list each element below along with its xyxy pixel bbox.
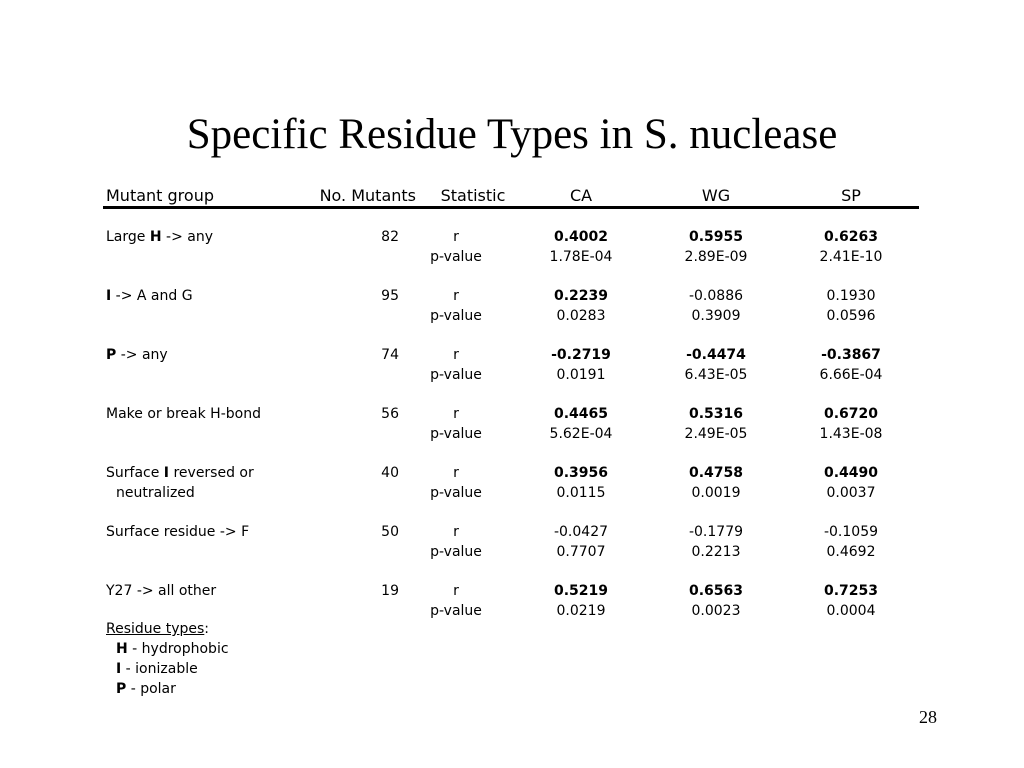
statistic-cell: p-value bbox=[430, 367, 482, 383]
statistic-cell: r bbox=[453, 406, 459, 422]
sp-pvalue-cell: 1.43E-08 bbox=[819, 426, 883, 442]
statistic-cell: r bbox=[453, 347, 459, 363]
statistic-cell: r bbox=[453, 524, 459, 540]
sp-r-cell: 0.1930 bbox=[826, 288, 876, 304]
mutant-group-text: I bbox=[163, 465, 170, 481]
header-no-mutants: No. Mutants bbox=[319, 186, 416, 205]
header-ca: CA bbox=[569, 186, 593, 205]
ca-pvalue-cell: 5.62E-04 bbox=[549, 426, 613, 442]
wg-r-cell: -0.0886 bbox=[688, 288, 744, 304]
no-mutants-cell: 19 bbox=[381, 583, 399, 599]
statistic-cell: p-value bbox=[430, 249, 482, 265]
mutant-group-text: H bbox=[149, 229, 162, 245]
legend-item bbox=[106, 659, 229, 679]
wg-pvalue-cell: 0.2213 bbox=[691, 544, 741, 560]
sp-r-cell: 0.6720 bbox=[823, 406, 879, 422]
legend-heading: Residue types bbox=[106, 621, 205, 637]
wg-pvalue-cell: 2.49E-05 bbox=[684, 426, 748, 442]
wg-r-cell: 0.6563 bbox=[688, 583, 744, 599]
ca-r-cell: 0.4002 bbox=[553, 229, 609, 245]
mutant-group-cell bbox=[106, 404, 261, 424]
ca-r-cell: -0.2719 bbox=[551, 347, 611, 363]
residue-legend bbox=[106, 619, 229, 699]
legend-item bbox=[106, 639, 229, 659]
sp-pvalue-cell: 0.0004 bbox=[826, 603, 876, 619]
mutant-group-cell bbox=[106, 345, 168, 365]
mutant-group-text: Surface bbox=[106, 465, 164, 481]
ca-pvalue-cell: 1.78E-04 bbox=[549, 249, 613, 265]
mutant-group-text: -> any bbox=[161, 229, 213, 245]
legend-desc: - ionizable bbox=[121, 661, 198, 677]
mutant-group-text: P bbox=[106, 347, 117, 363]
header-mutant-group: Mutant group bbox=[106, 186, 214, 205]
mutant-group-cell bbox=[106, 522, 249, 542]
no-mutants-cell: 82 bbox=[381, 229, 399, 245]
sp-r-cell: -0.3867 bbox=[821, 347, 881, 363]
mutant-group-text: -> A and G bbox=[111, 288, 193, 304]
mutant-group-cell bbox=[106, 227, 213, 247]
statistic-cell: p-value bbox=[430, 544, 482, 560]
wg-r-cell: 0.5316 bbox=[688, 406, 744, 422]
wg-pvalue-cell: 2.89E-09 bbox=[684, 249, 748, 265]
mutant-group-cell bbox=[106, 463, 254, 483]
legend-desc: - polar bbox=[126, 681, 176, 697]
sp-pvalue-cell: 2.41E-10 bbox=[819, 249, 883, 265]
ca-pvalue-cell: 0.0191 bbox=[556, 367, 606, 383]
wg-r-cell: -0.4474 bbox=[686, 347, 746, 363]
mutant-group-text: Y27 -> all other bbox=[106, 583, 217, 599]
sp-pvalue-cell: 6.66E-04 bbox=[819, 367, 883, 383]
no-mutants-cell: 95 bbox=[381, 288, 399, 304]
wg-r-cell: -0.1779 bbox=[688, 524, 744, 540]
mutant-group-text: reversed or bbox=[169, 465, 254, 481]
sp-r-cell: -0.1059 bbox=[823, 524, 879, 540]
sp-pvalue-cell: 0.0596 bbox=[826, 308, 876, 324]
sp-r-cell: 0.4490 bbox=[823, 465, 879, 481]
header-sp: SP bbox=[841, 186, 861, 205]
ca-r-cell: 0.2239 bbox=[553, 288, 609, 304]
ca-r-cell: 0.5219 bbox=[553, 583, 609, 599]
slide-title: Specific Residue Types in S. nuclease bbox=[186, 111, 838, 158]
statistic-cell: r bbox=[453, 229, 459, 245]
statistic-cell: p-value bbox=[430, 308, 482, 324]
wg-r-cell: 0.5955 bbox=[688, 229, 744, 245]
statistic-cell: p-value bbox=[430, 426, 482, 442]
mutant-group-text: -> any bbox=[116, 347, 168, 363]
header-statistic: Statistic bbox=[440, 186, 506, 205]
legend-code: H bbox=[116, 641, 128, 657]
statistic-cell: r bbox=[453, 288, 459, 304]
mutant-group-cell-line2: neutralized bbox=[116, 485, 195, 501]
statistic-cell: p-value bbox=[430, 485, 482, 501]
sp-r-cell: 0.7253 bbox=[823, 583, 879, 599]
no-mutants-cell: 50 bbox=[381, 524, 399, 540]
legend-code: P bbox=[116, 681, 127, 697]
statistic-cell: p-value bbox=[430, 603, 482, 619]
wg-pvalue-cell: 0.3909 bbox=[691, 308, 741, 324]
no-mutants-cell: 56 bbox=[381, 406, 399, 422]
ca-pvalue-cell: 0.0219 bbox=[556, 603, 606, 619]
mutant-group-text: Large bbox=[106, 229, 150, 245]
statistic-cell: r bbox=[453, 465, 459, 481]
mutant-group-text: Make or break H-bond bbox=[106, 406, 261, 422]
wg-r-cell: 0.4758 bbox=[688, 465, 744, 481]
legend-item bbox=[106, 679, 229, 699]
legend-heading-line bbox=[106, 619, 229, 639]
sp-pvalue-cell: 0.0037 bbox=[826, 485, 876, 501]
mutant-group-text: I bbox=[106, 288, 112, 304]
mutant-group-cell bbox=[106, 286, 193, 306]
mutant-group-text: Surface residue -> F bbox=[106, 524, 250, 540]
mutant-group-cell bbox=[106, 581, 216, 601]
ca-pvalue-cell: 0.0283 bbox=[556, 308, 606, 324]
ca-pvalue-cell: 0.0115 bbox=[556, 485, 606, 501]
legend-heading-suffix: : bbox=[204, 621, 210, 637]
ca-r-cell: -0.0427 bbox=[553, 524, 609, 540]
ca-pvalue-cell: 0.7707 bbox=[556, 544, 606, 560]
no-mutants-cell: 74 bbox=[381, 347, 399, 363]
ca-r-cell: 0.3956 bbox=[553, 465, 609, 481]
wg-pvalue-cell: 0.0023 bbox=[691, 603, 741, 619]
wg-pvalue-cell: 0.0019 bbox=[691, 485, 741, 501]
header-wg: WG bbox=[701, 186, 731, 205]
statistic-cell: r bbox=[453, 583, 459, 599]
page-number: 28 bbox=[919, 707, 937, 727]
header-rule bbox=[103, 206, 919, 209]
legend-code: I bbox=[116, 661, 122, 677]
no-mutants-cell: 40 bbox=[381, 465, 399, 481]
sp-r-cell: 0.6263 bbox=[823, 229, 879, 245]
wg-pvalue-cell: 6.43E-05 bbox=[684, 367, 748, 383]
ca-r-cell: 0.4465 bbox=[553, 406, 609, 422]
sp-pvalue-cell: 0.4692 bbox=[826, 544, 876, 560]
legend-desc: - hydrophobic bbox=[127, 641, 229, 657]
